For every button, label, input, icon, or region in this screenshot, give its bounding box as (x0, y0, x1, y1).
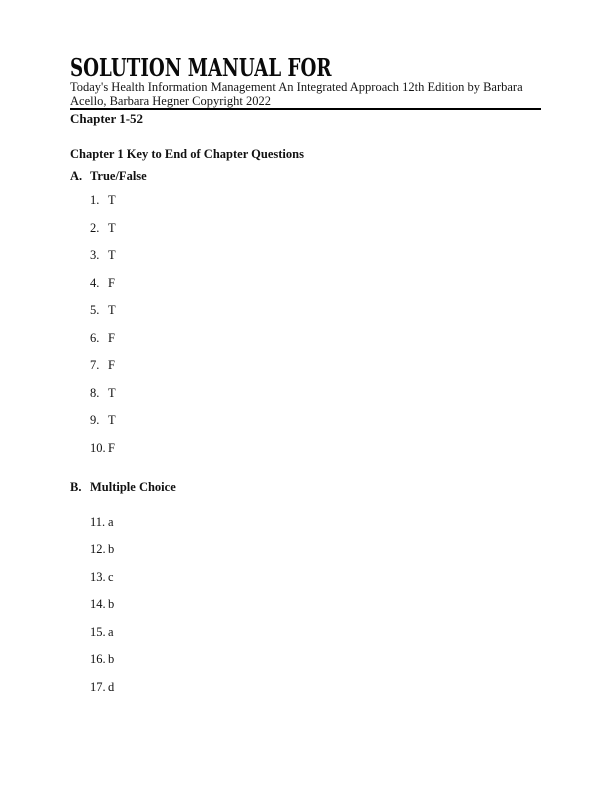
answer-value: F (108, 440, 115, 455)
answer-number: 16. (90, 652, 106, 666)
chapter-range-heading: Chapter 1-52 (70, 111, 144, 126)
section-true-false (70, 169, 541, 455)
answer-row (90, 221, 541, 235)
answer-row (90, 597, 541, 611)
book-subtitle (70, 80, 541, 108)
answer-row (90, 331, 541, 345)
manual-title: SOLUTION MANUAL FOR (70, 53, 332, 82)
answer-value: T (108, 248, 116, 262)
true-false-answer-list (90, 193, 541, 455)
answer-row (90, 441, 541, 455)
answer-row (90, 248, 541, 262)
answer-row (90, 413, 541, 427)
answer-number: 4. (90, 275, 100, 290)
subtitle-line-1: Today's Health Information Management An Integrated Approach 12th Edition by Barbara (70, 80, 523, 94)
section-b-label: B. (70, 479, 82, 494)
answer-value: T (108, 303, 116, 317)
section-b-heading (70, 480, 541, 494)
section-a-title: True/False (90, 169, 147, 183)
answer-row (90, 276, 541, 290)
answer-key-heading: Chapter 1 Key to End of Chapter Questions (70, 147, 304, 161)
answer-number: 3. (90, 248, 100, 262)
answer-number: 14. (90, 597, 106, 611)
answer-row (90, 386, 541, 400)
answer-value: F (108, 330, 115, 345)
answer-value: T (108, 220, 116, 235)
section-a-heading (70, 169, 541, 183)
answer-number: 1. (90, 193, 100, 207)
section-a-label: A. (70, 169, 83, 183)
page-content (70, 53, 541, 694)
answer-number: 9. (90, 413, 100, 427)
answer-value: c (108, 569, 114, 584)
answer-number: 7. (90, 358, 100, 372)
answer-value: T (108, 193, 116, 207)
answer-number: 13. (90, 569, 106, 584)
answer-number: 10. (90, 440, 106, 455)
answer-value: b (108, 542, 115, 556)
answer-value: F (108, 275, 115, 290)
answer-row (90, 542, 541, 556)
answer-row (90, 303, 541, 317)
answer-row (90, 570, 541, 584)
header-divider (70, 108, 541, 110)
answer-number: 11. (90, 514, 106, 529)
answer-value: b (108, 597, 115, 611)
section-multiple-choice (70, 480, 541, 694)
answer-row (90, 680, 541, 694)
answer-value: a (108, 514, 114, 529)
answer-number: 17. (90, 679, 106, 694)
answer-number: 6. (90, 330, 100, 345)
answer-row (90, 625, 541, 639)
answer-value: d (108, 679, 115, 694)
answer-value: T (108, 385, 116, 400)
section-b-title: Multiple Choice (90, 479, 176, 494)
answer-value: a (108, 624, 114, 639)
answer-row (90, 652, 541, 666)
answer-value: F (108, 358, 115, 372)
answer-number: 12. (90, 542, 106, 556)
answer-number: 2. (90, 220, 100, 235)
answer-value: b (108, 652, 115, 666)
multiple-choice-answer-list (90, 515, 541, 694)
answer-row (90, 515, 541, 529)
answer-number: 5. (90, 303, 100, 317)
answer-value: T (108, 413, 116, 427)
answer-number: 8. (90, 385, 100, 400)
answer-number: 15. (90, 624, 106, 639)
answer-row (90, 193, 541, 207)
answer-row (90, 358, 541, 372)
subtitle-line-2: Acello, Barbara Hegner Copyright 2022 (70, 94, 271, 108)
